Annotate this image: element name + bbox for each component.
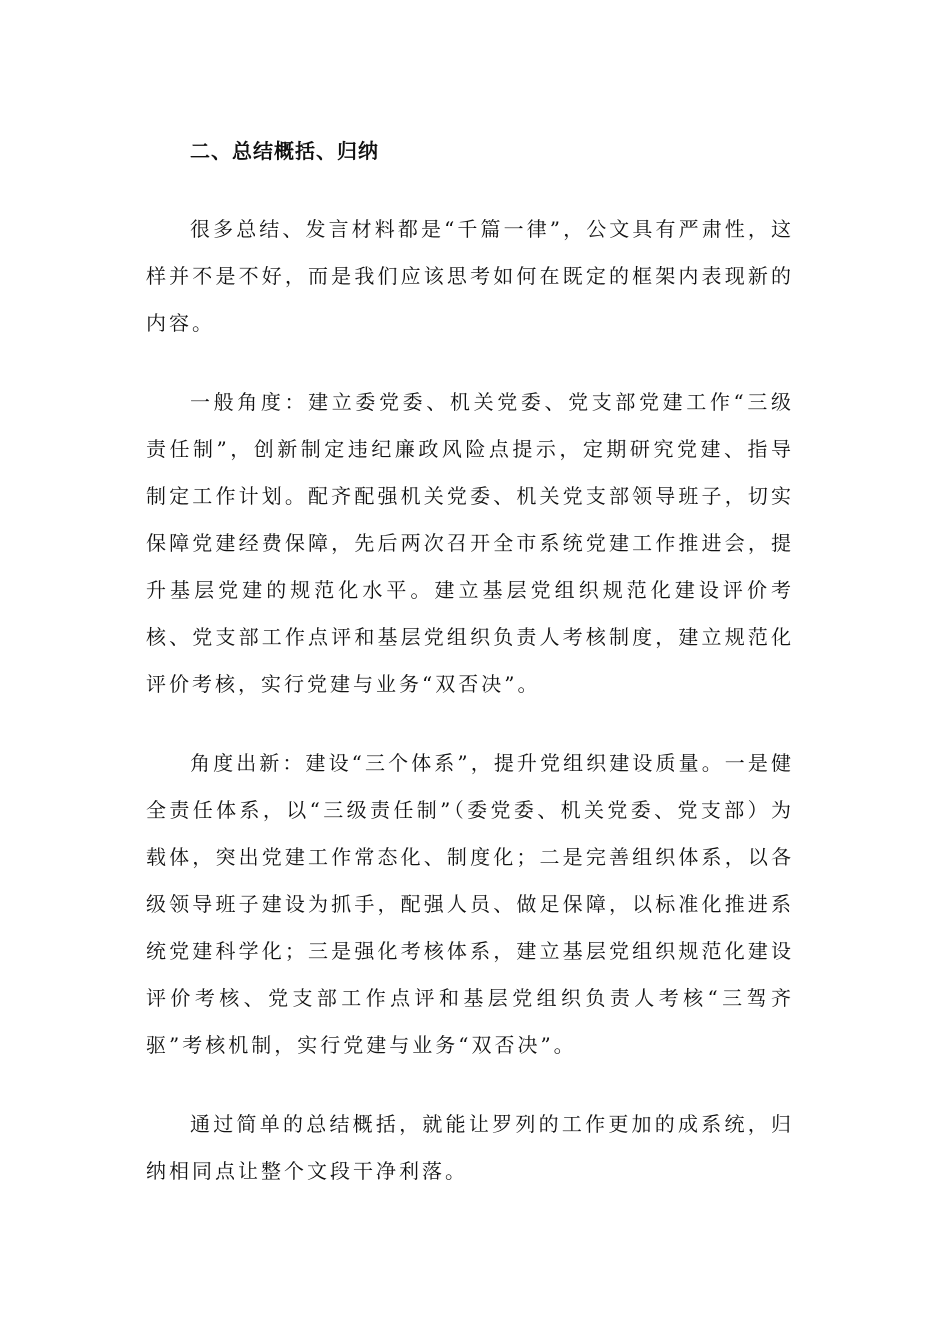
section-heading: 二、总结概括、归纳 (190, 139, 379, 163)
paragraph-intro: 很多总结、发言材料都是“千篇一律”，公文具有严肃性，这样并不是不好，而是我们应该思考如何在既定的框架内表现新的内容。 (146, 217, 794, 335)
document-page (146, 128, 794, 1227)
paragraph-new-angle: 角度出新：建设“三个体系”，提升党组织建设质量。一是健全责任体系，以“三级责任制”（委党委、机关党委、党支部）为载体，突出党建工作常态化、制度化；二是完善组织体系，以各级领导班子建设为抓手，配强人员、做足保障，以标准化推进系统党建科学化；三是强化考核体系，建立基层党组织规范化建设评价考核、党支部工作点评和基层党组织负责人考核“三驾齐驱”考核机制，实行党建与业务“双否决”。 (146, 751, 794, 1057)
paragraph-conclusion: 通过简单的总结概括，就能让罗列的工作更加的成系统，归纳相同点让整个文段干净利落。 (146, 1112, 794, 1183)
paragraph-general-angle: 一般角度：建立委党委、机关党委、党支部党建工作“三级责任制”，创新制定违纪廉政风险点提示，定期研究党建、指导制定工作计划。配齐配强机关党委、机关党支部领导班子，切实保障党建经费保障，先后两次召开全市系统党建工作推进会，提升基层党建的规范化水平。建立基层党组织规范化建设评价考核、党支部工作点评和基层党组织负责人考核制度，建立规范化评价考核，实行党建与业务“双否决”。 (146, 390, 794, 696)
